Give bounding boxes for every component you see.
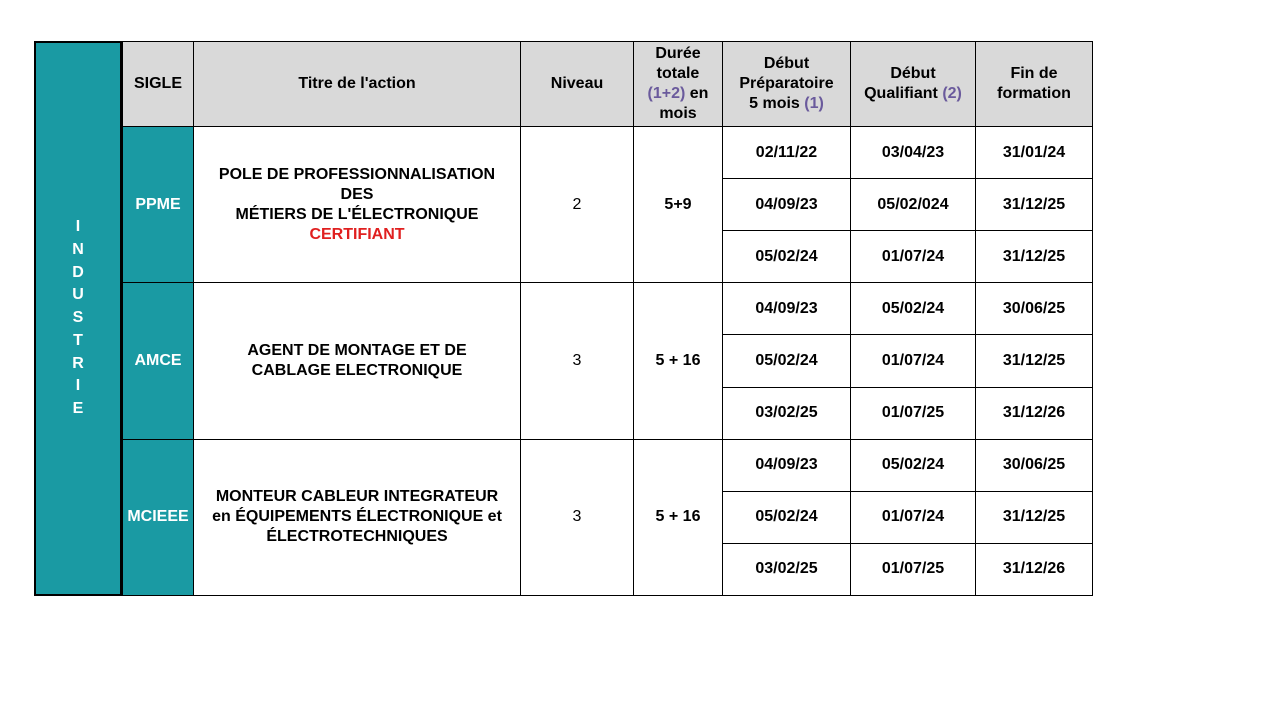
header-titre: Titre de l'action: [194, 42, 521, 127]
header-prep-line: Préparatoire: [739, 75, 834, 92]
action-title-line: POLE DE PROFESSIONNALISATION: [218, 165, 496, 183]
header-duree-en: en: [685, 85, 709, 102]
sector-label-industrie: [34, 41, 122, 596]
debut-qual-cell: 01/07/24: [851, 491, 976, 543]
header-debut-qualifiant: [851, 42, 976, 127]
fin-cell: 31/12/25: [976, 491, 1093, 543]
action-title-line: MONTEUR CABLEUR INTEGRATEUR: [215, 488, 499, 506]
header-prep-line: [727, 94, 846, 114]
debut-qual-cell: 01/07/24: [851, 335, 976, 387]
debut-prep-cell: 04/09/23: [723, 283, 851, 335]
header-prep-accent: (1): [804, 95, 824, 112]
header-qual-text: Qualifiant: [864, 85, 943, 102]
fin-cell: 30/06/25: [976, 439, 1093, 491]
fin-cell: 31/01/24: [976, 127, 1093, 179]
table-row: [123, 127, 1093, 179]
debut-qual-cell: 05/02/24: [851, 439, 976, 491]
niveau-cell: 2: [521, 127, 634, 283]
action-title-line: CABLAGE ELECTRONIQUE: [251, 361, 463, 379]
sector-letter: I: [75, 377, 81, 395]
duree-cell: 5 + 16: [634, 439, 723, 595]
action-title-line: en ÉQUIPEMENTS ÉLECTRONIQUE et: [212, 508, 502, 526]
training-schedule-table: [122, 41, 1093, 596]
table-row: [123, 283, 1093, 335]
header-debut-preparatoire: [723, 42, 851, 127]
header-fin-line: formation: [997, 85, 1071, 102]
debut-qual-cell: 01/07/25: [851, 387, 976, 439]
debut-qual-cell: 01/07/24: [851, 231, 976, 283]
action-title-line: ÉLECTROTECHNIQUES: [266, 528, 448, 546]
fin-cell: 31/12/26: [976, 543, 1093, 595]
debut-prep-cell: 03/02/25: [723, 387, 851, 439]
sector-letter: U: [72, 286, 84, 304]
sector-letter: R: [72, 354, 84, 372]
debut-prep-cell: 04/09/23: [723, 179, 851, 231]
debut-qual-cell: 01/07/25: [851, 543, 976, 595]
header-qual-line: [855, 84, 971, 104]
fin-cell: 31/12/25: [976, 231, 1093, 283]
header-prep-months: 5 mois: [749, 95, 805, 112]
sector-letter: I: [75, 217, 81, 235]
fin-cell: 31/12/25: [976, 335, 1093, 387]
header-duree-line: mois: [659, 105, 697, 122]
header-row: [123, 42, 1093, 127]
action-title-line: MÉTIERS DE L'ÉLECTRONIQUE: [235, 205, 479, 223]
debut-qual-cell: 05/02/024: [851, 179, 976, 231]
header-duree-line: Durée: [655, 45, 701, 62]
duree-cell: 5+9: [634, 127, 723, 283]
fin-cell: 31/12/25: [976, 179, 1093, 231]
debut-prep-cell: 05/02/24: [723, 231, 851, 283]
debut-qual-cell: 05/02/24: [851, 283, 976, 335]
header-sigle: SIGLE: [123, 42, 194, 127]
duree-cell: 5 + 16: [634, 283, 723, 439]
sector-letter: T: [73, 331, 83, 349]
certifiant-label: CERTIFIANT: [309, 225, 405, 243]
sector-letter: S: [72, 309, 84, 327]
action-title-line: DES: [340, 185, 374, 203]
fin-cell: 30/06/25: [976, 283, 1093, 335]
sigle-cell: AMCE: [123, 283, 194, 439]
debut-prep-cell: 03/02/25: [723, 543, 851, 595]
header-qual-accent: (2): [942, 85, 962, 102]
header-duree-accent: (1+2): [647, 85, 686, 102]
sector-letter: N: [72, 240, 84, 258]
header-duree-line: totale: [656, 65, 700, 82]
action-title-cell: [194, 439, 521, 595]
fin-cell: 31/12/26: [976, 387, 1093, 439]
sector-letter: D: [72, 263, 84, 281]
table-row: [123, 439, 1093, 491]
header-fin-line: Fin de: [1010, 65, 1058, 82]
debut-prep-cell: 04/09/23: [723, 439, 851, 491]
header-duree-line: [638, 84, 718, 104]
debut-qual-cell: 03/04/23: [851, 127, 976, 179]
action-title-line: AGENT DE MONTAGE ET DE: [247, 341, 467, 359]
header-duree: [634, 42, 723, 127]
debut-prep-cell: 05/02/24: [723, 491, 851, 543]
header-prep-line: Début: [763, 55, 810, 72]
niveau-cell: 3: [521, 439, 634, 595]
sector-letter: E: [72, 400, 84, 418]
sigle-cell: MCIEEE: [123, 439, 194, 595]
sigle-cell: PPME: [123, 127, 194, 283]
action-title-cell: [194, 127, 521, 283]
debut-prep-cell: 02/11/22: [723, 127, 851, 179]
action-title-cell: [194, 283, 521, 439]
header-qual-line: Début: [890, 65, 936, 82]
niveau-cell: 3: [521, 283, 634, 439]
header-fin-formation: [976, 42, 1093, 127]
header-niveau: Niveau: [521, 42, 634, 127]
sector-letters: [72, 216, 84, 421]
debut-prep-cell: 05/02/24: [723, 335, 851, 387]
